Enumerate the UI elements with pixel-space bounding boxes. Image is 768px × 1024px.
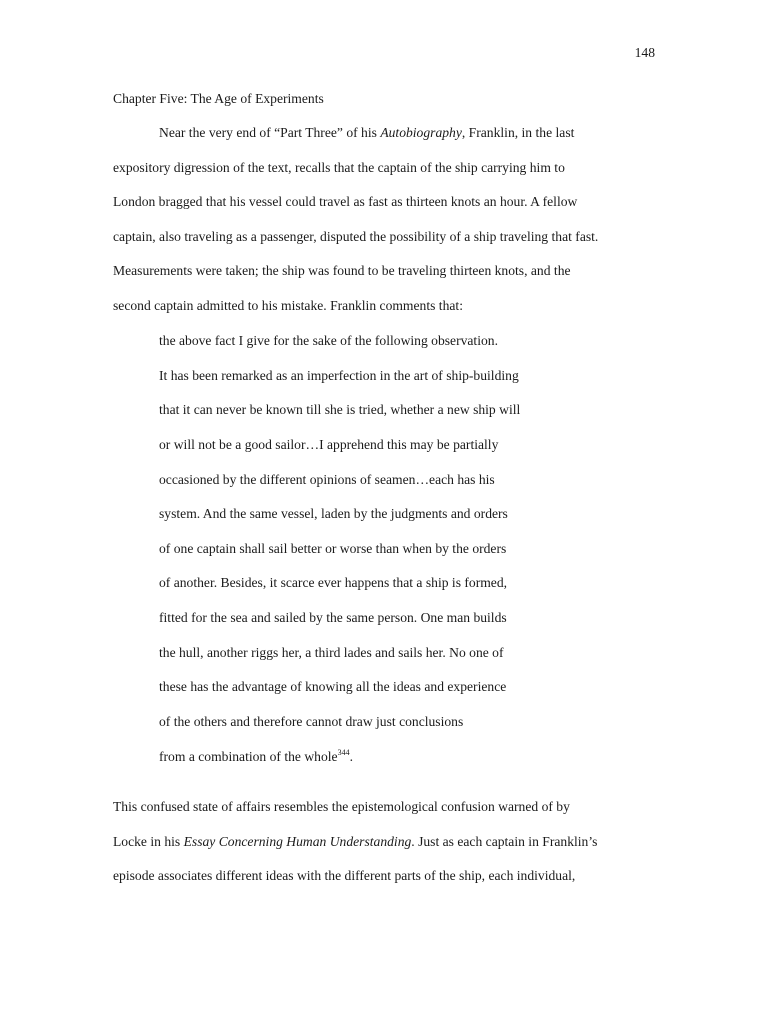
quote-line: or will not be a good sailor…I apprehend this may be partially [159,436,499,452]
chapter-title: Chapter Five: The Age of Experiments [113,91,324,106]
paragraph-line: Measurements were taken; the ship was found to be traveling thirteen knots, and the [113,263,571,279]
quote-line: of the others and therefore cannot draw just conclusions [159,714,464,730]
book-title-autobiography: Autobiography [380,125,462,140]
quote-line: these has the advantage of knowing all the ideas and experience [159,679,507,695]
quote-line: from a combination of the whole$^{344}$. [159,747,353,764]
block-quote [159,324,579,774]
quote-line: system. And the same vessel, laden by the judgments and orders [159,506,508,522]
quote-line: of one captain shall sail better or worse than when by the orders [159,540,507,556]
paragraph-line: captain, also traveling as a passenger, disputed the possibility of a ship traveling that fast. [113,228,599,244]
quote-line: It has been remarked as an imperfection in the art of ship-building [159,367,519,383]
paragraph-line: expository digression of the text, recalls that the captain of the ship carrying him to [113,159,565,175]
page-number: 148 [634,45,655,60]
book-title-essay: Essay Concerning Human Understanding [183,833,412,849]
paragraph-line: London bragged that his vessel could travel as fast as thirteen knots an hour. A fellow [113,194,578,210]
paragraph-line: This confused state of affairs resembles the epistemological confusion warned of by [113,799,570,814]
paragraph-line: second captain admitted to his mistake. Franklin comments that: [113,297,463,313]
paragraph-line: episode associates different ideas with the different parts of the ship, each individual, [113,868,576,884]
paragraph-2 [113,790,658,894]
quote-line: occasioned by the different opinions of seamen…each has his [159,471,495,487]
paragraph-1 [113,116,658,324]
paragraph-line: Locke in his Essay Concerning Human Understanding. Just as each captain in Franklin’s [113,833,598,849]
quote-line: the hull, another riggs her, a third lades and sails her. No one of [159,644,504,660]
quote-line: that it can never be known till she is tried, whether a new ship will [159,402,521,418]
quote-line: of another. Besides, it scarce ever happens that a ship is formed, [159,575,508,591]
quote-line: the above fact I give for the sake of the following observation. [159,333,498,348]
paragraph-line: Near the very end of “Part Three” of his Autobiography, Franklin, in the last [159,125,575,140]
footnote-reference[interactable]: 344 [337,747,350,757]
quote-line: fitted for the sea and sailed by the same person. One man builds [159,610,507,626]
